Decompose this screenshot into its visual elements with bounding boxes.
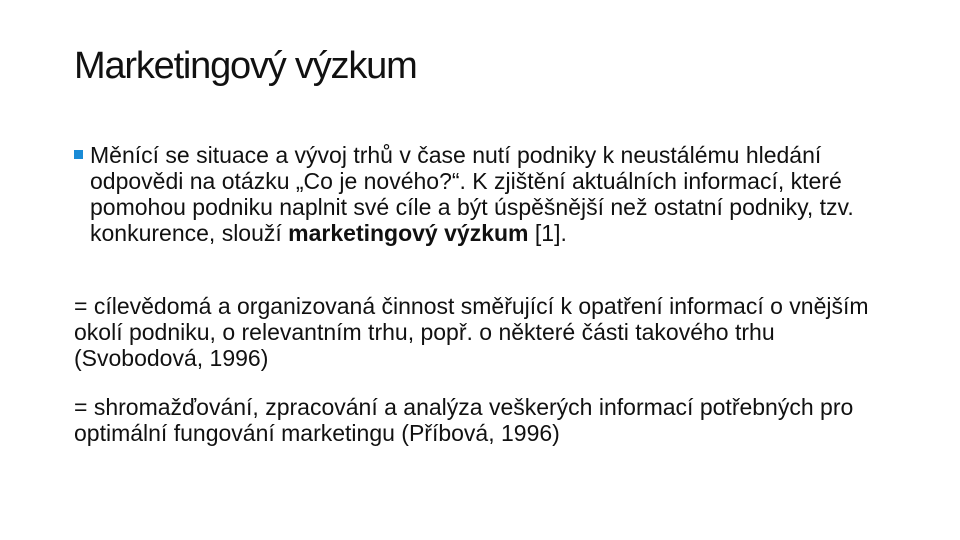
bullet-item (74, 142, 894, 246)
bullet-text (90, 142, 894, 246)
bullet-text-after: [1]. (528, 220, 567, 246)
definition-paragraph-2: = shromažďování, zpracování a analýza veškerých informací potřebných pro optimální fungování marketingu (Příbová, 1996) (74, 394, 854, 446)
slide-title: Marketingový výzkum (74, 45, 417, 87)
bullet-square-icon (74, 150, 83, 159)
bullet-text-before: Měnící se situace a vývoj trhů v čase nutí podniky k neustálému hledání odpovědi na otázku „Co je nového?“. K zjištění aktuálních informací, které pomohou podniku naplnit své cíle a být úspěšnější než ostatní podniky, tzv. konkurence, slouží (90, 142, 854, 246)
bullet-text-bold: marketingový výzkum (288, 220, 529, 246)
definition-paragraph-1: = cílevědomá a organizovaná činnost směřující k opatření informací o vnějším okolí podniku, o relevantním trhu, popř. o některé části takového trhu (Svobodová, 1996) (74, 293, 869, 371)
